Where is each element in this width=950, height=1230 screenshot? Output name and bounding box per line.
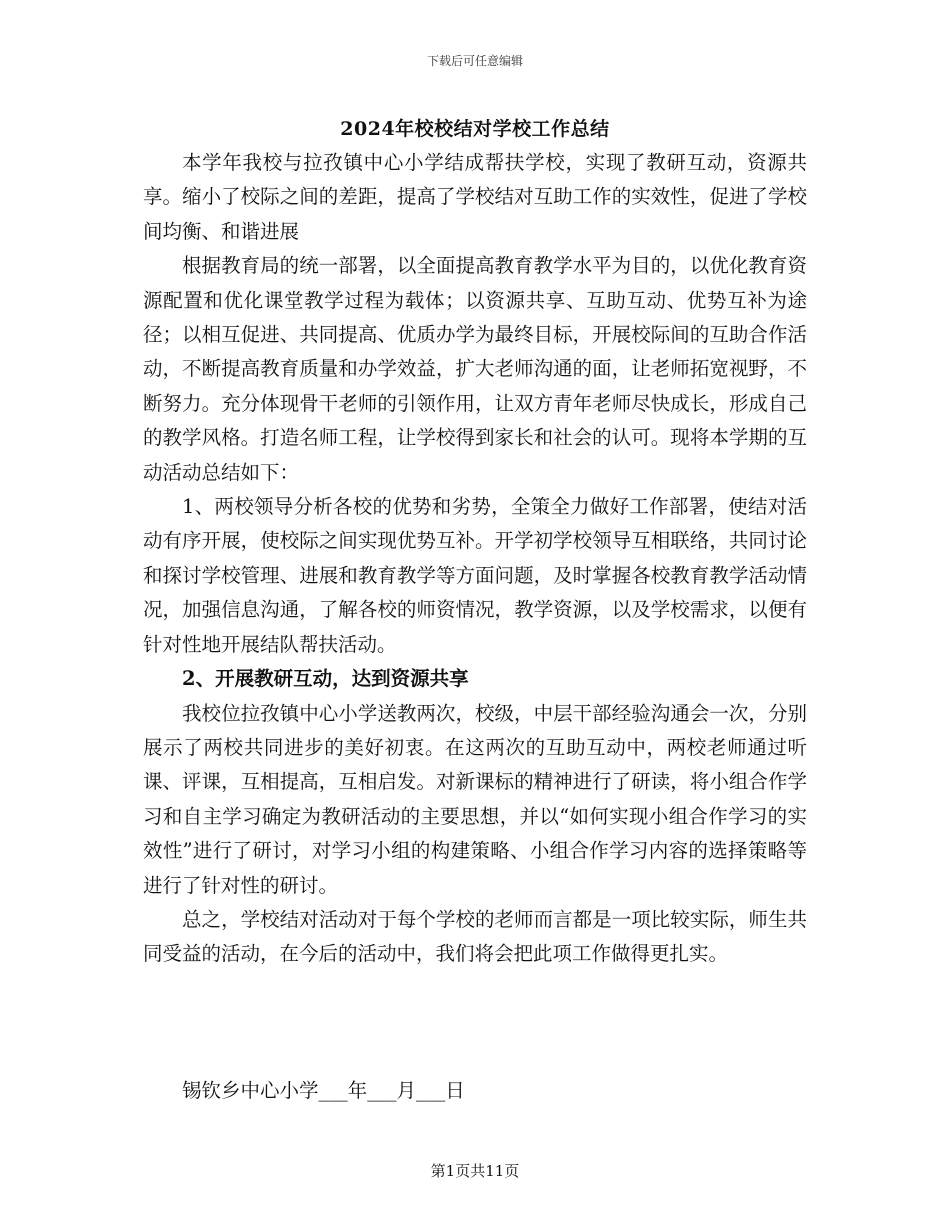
document-body [143,146,807,972]
section-heading-2: 2、开展教研互动，达到资源共享 [182,667,469,691]
paragraph-deployment: 根据教育局的统一部署，以全面提高教育教学水平为目的，以优化教育资源配置和优化课堂教学过程为载体；以资源共享、互助互动、优势互补为途径；以相互促进、共同提高、优质办学为最终目标，开展校际间的互助合作活动，不断提高教育质量和办学效益，扩大老师沟通的面，让老师拓宽视野，不断努力。充分体现骨干老师的引领作用，让双方青年老师尽快成长，形成自己的教学风格。打造名师工程，让学校得到家长和社会的认可。现将本学期的互动活动总结如下： [143,254,807,484]
paragraph-teaching-exchange: 我校位拉孜镇中心小学送教两次，校级，中层干部经验沟通会一次，分别展示了两校共同进步的美好初衷。在这两次的互助互动中，两校老师通过听课、评课，互相提高，互相启发。对新课标的精神进行了研读，将小组合作学习和自主学习确定为教研活动的主要思想，并以“如何实现小组合作学习的实效性”进行了研讨，对学习小组的构建策略、小组合作学习内容的选择策略等进行了针对性的研讨。 [143,701,807,897]
paragraph-intro: 本学年我校与拉孜镇中心小学结成帮扶学校，实现了教研互动，资源共享。缩小了校际之间的差距，提高了学校结对互助工作的实效性，促进了学校间均衡、和谐进展 [143,151,807,243]
page-header: 下载后可任意编辑 [426,54,523,68]
page-footer: 第1页共11页 [430,1162,520,1180]
paragraph-item-1: 1、两校领导分析各校的优势和劣势，全策全力做好工作部署，使结对活动有序开展，使校际之间实现优势互补。开学初学校领导互相联络，共同讨论和探讨学校管理、进展和教育教学等方面问题，及时掌握各校教育教学活动情况，加强信息沟通，了解各校的师资情况，教学资源，以及学校需求，以便有针对性地开展结队帮扶活动。 [143,495,807,656]
document-title: 2024年校校结对学校工作总结 [340,118,610,140]
signature-line: 锡钦乡中心小学___年___月___日 [182,1079,465,1102]
paragraph-conclusion: 总之，学校结对活动对于每个学校的老师而言都是一项比较实际，师生共同受益的活动，在今后的活动中，我们将会把此项工作做得更扎实。 [143,907,807,966]
